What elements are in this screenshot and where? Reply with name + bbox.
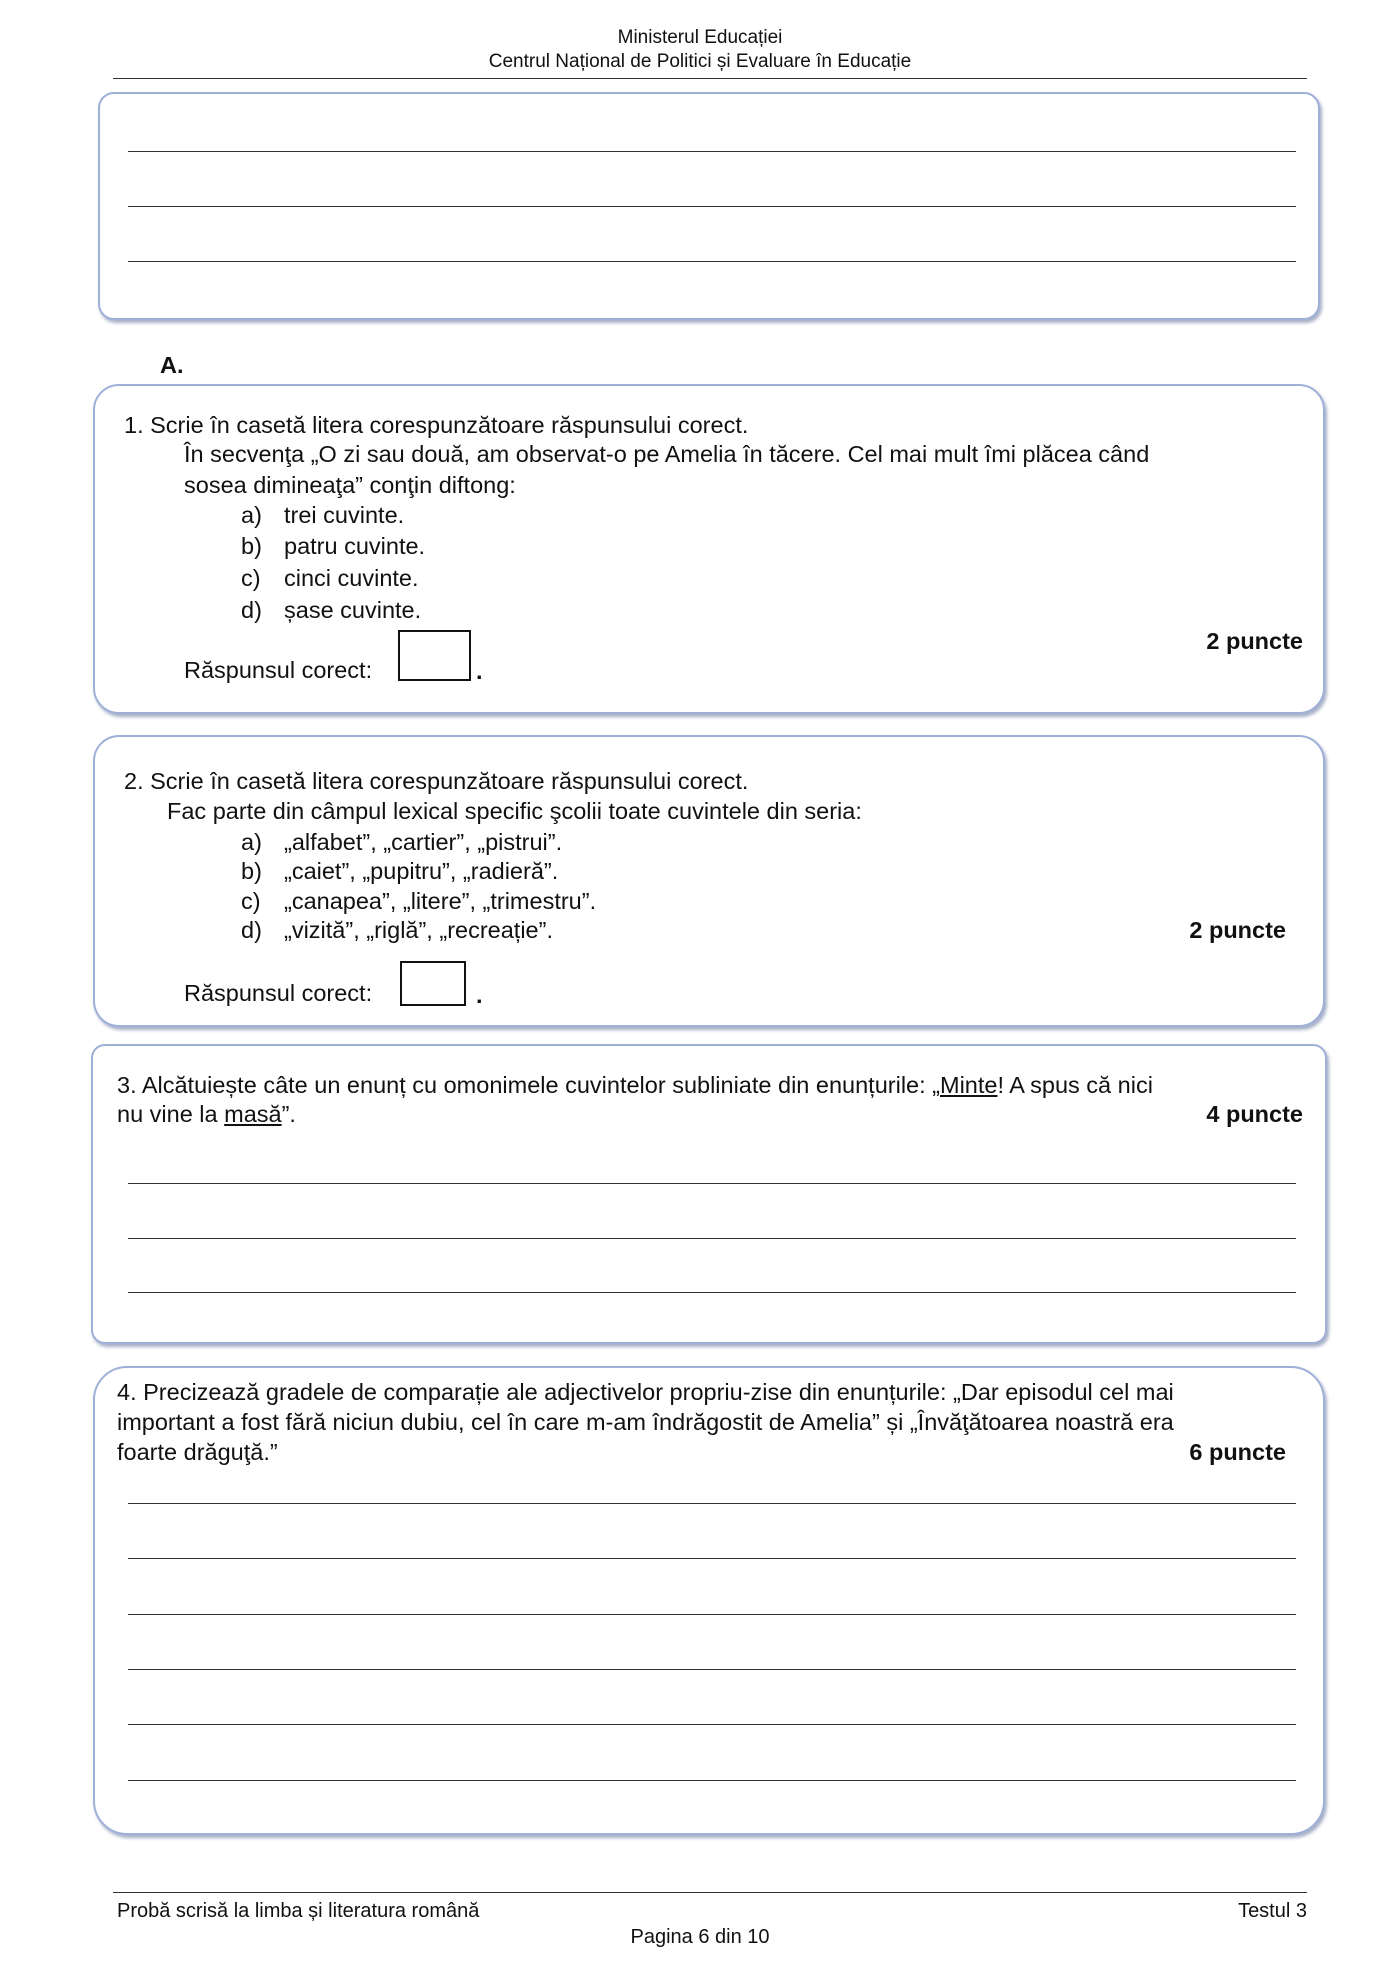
q3-underlined-word-masa: masă [224,1101,282,1127]
section-label: A. [160,352,184,378]
q2-option-d-letter: d) [241,917,262,943]
answer-line[interactable] [128,1183,1296,1184]
q1-stem-line2: sosea dimineaţa” conţin diftong: [184,472,516,498]
footer-rule [113,1892,1307,1893]
q1-option-b-letter: b) [241,533,262,559]
q1-option-a-text: trei cuvinte. [284,502,405,528]
q4-line1: 4. Precizează gradele de comparație ale adjectivelor propriu-zise din enunțurile: „Dar episodul cel mai [117,1379,1174,1405]
q3-line2 [117,1099,296,1129]
footer-test-number: Testul 3 [1238,1900,1307,1922]
q3-text-part2: ! A spus că nici [997,1072,1153,1098]
q1-answer-label: Răspunsul corect: [184,657,373,683]
answer-line[interactable] [128,1292,1296,1293]
header-center: Centrul Național de Politici și Evaluare în Educație [488,51,912,72]
q2-answer-box[interactable] [400,961,466,1006]
q2-answer-dot: . [476,982,483,1008]
q2-option-b-letter: b) [241,858,262,884]
answer-line[interactable] [128,151,1296,152]
answer-line[interactable] [128,261,1296,262]
q2-option-c-letter: c) [241,888,261,914]
q1-stem-line1: În secvenţa „O zi sau două, am observat-o pe Amelia în tăcere. Cel mai mult îmi plăcea când [184,441,1150,467]
q2-option-d-text: „vizită”, „riglă”, „recreație”. [284,917,553,943]
answer-line[interactable] [128,1669,1296,1670]
q2-stem: Fac parte din câmpul lexical specific şcolii toate cuvintele din seria: [167,798,862,824]
footer-page-number: Pagina 6 din 10 [630,1926,770,1948]
q3-underlined-word-minte: Minte [940,1072,998,1098]
q1-instruction: 1. Scrie în casetă litera corespunzătoare răspunsului corect. [124,412,749,438]
footer-exam-title: Probă scrisă la limba și literatura română [117,1900,480,1922]
answer-line[interactable] [128,1780,1296,1781]
q3-points: 4 puncte [1206,1101,1303,1127]
q3-text-part1: 3. Alcătuiește câte un enunț cu omonimele cuvintelor subliniate din enunțurile: „ [117,1072,940,1098]
header-ministry: Ministerul Educației [617,27,783,48]
q2-option-b-text: „caiet”, „pupitru”, „radieră”. [284,858,559,884]
q1-option-d-text: șase cuvinte. [284,597,422,623]
q2-option-a-letter: a) [241,829,262,855]
q1-option-c-text: cinci cuvinte. [284,565,419,591]
q4-points: 6 puncte [1189,1439,1286,1465]
header-rule [113,78,1307,79]
q2-instruction: 2. Scrie în casetă litera corespunzătoare răspunsului corect. [124,768,749,794]
q1-option-d-letter: d) [241,597,262,623]
q1-answer-box[interactable] [398,630,471,681]
q2-points: 2 puncte [1189,917,1286,943]
answer-line[interactable] [128,1503,1296,1504]
answer-line[interactable] [128,1238,1296,1239]
q2-answer-label: Răspunsul corect: [184,980,373,1006]
q1-points: 2 puncte [1206,628,1303,654]
q1-option-c-letter: c) [241,565,261,591]
q3-text-part4: ”. [281,1101,296,1127]
answer-line[interactable] [128,206,1296,207]
page-header [0,26,1400,74]
q1-answer-dot: . [476,658,483,684]
q3-text-part3: nu vine la [117,1101,225,1127]
answer-line[interactable] [128,1724,1296,1725]
q3-line1 [117,1070,1153,1100]
q1-option-a-letter: a) [241,502,262,528]
q4-line3: foarte drăguţă.” [117,1439,278,1465]
answer-line[interactable] [128,1558,1296,1559]
q2-option-a-text: „alfabet”, „cartier”, „pistrui”. [284,829,563,855]
q2-option-c-text: „canapea”, „litere”, „trimestru”. [284,888,597,914]
q4-line2: important a fost fără niciun dubiu, cel în care m-am îndrăgostit de Amelia” și „Învăţătoarea noastră era [117,1409,1174,1435]
answer-line[interactable] [128,1614,1296,1615]
q1-option-b-text: patru cuvinte. [284,533,426,559]
